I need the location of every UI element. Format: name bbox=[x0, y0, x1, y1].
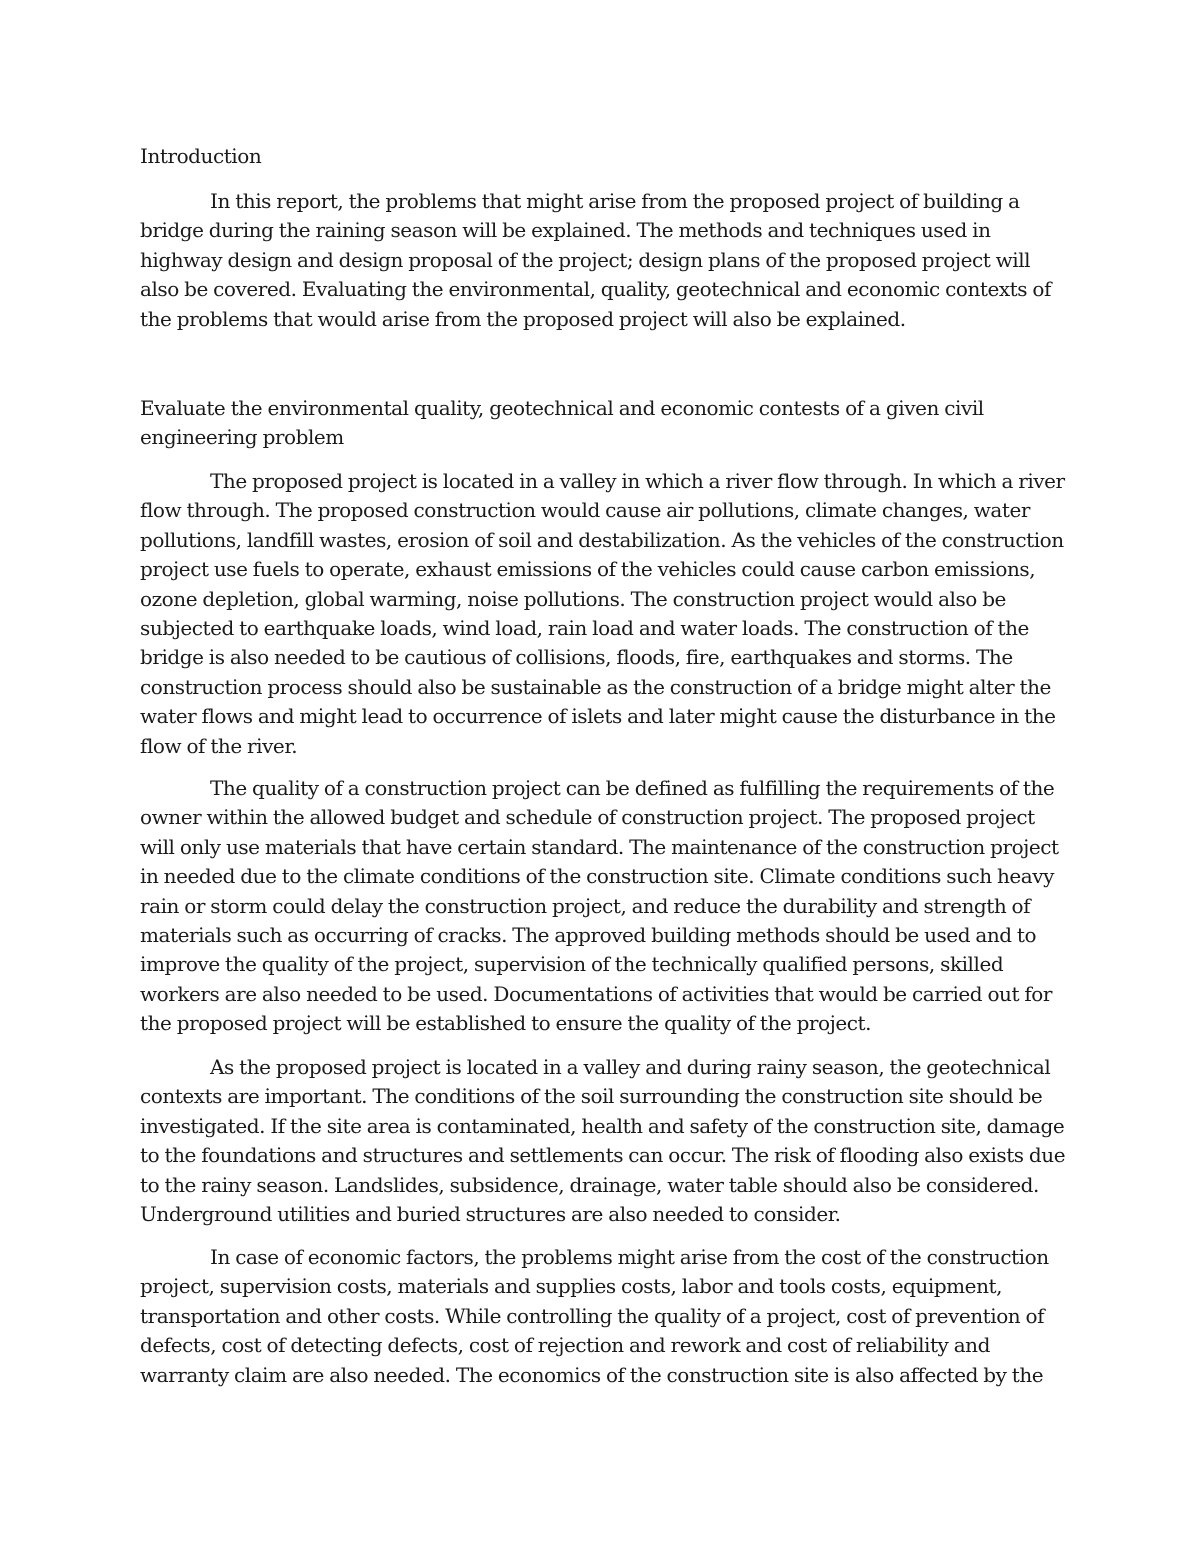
quality-paragraph: The quality of a construction project can be defined as fulfilling the requirements of the owner within the allowed budget and schedule of construction project. The proposed project will only use materials that have certain standard. The maintenance of the construction project in needed due to the climate conditions of the construction site. Climate conditions such heavy rain or storm could delay the construction project, and reduce the durability and strength of materials such as occurring of cracks. The approved building methods should be used and to improve the quality of the project, supervision of the technically qualified persons, skilled workers are also needed to be used. Documentations of activities that would be carried out for the proposed project will be established to ensure the quality of the project. bbox=[140, 776, 1059, 1036]
evaluation-heading: Evaluate the environmental quality, geotechnical and economic contests of a given civil engineering problem bbox=[140, 396, 984, 450]
economic-paragraph: In case of economic factors, the problems might arise from the cost of the construction project, supervision costs, materials and supplies costs, labor and tools costs, equipment, transportation and other costs. While controlling the quality of a project, cost of prevention of defects, cost of detecting defects, cost of rejection and rework and cost of reliability and warranty claim are also needed. The economics of the construction site is also affected by the bbox=[140, 1245, 1049, 1387]
environmental-paragraph: The proposed project is located in a valley in which a river flow through. In which a river flow through. The proposed construction would cause air pollutions, climate changes, water pollutions, landfill wastes, erosion of soil and destabilization. As the vehicles of the construction project use fuels to operate, exhaust emissions of the vehicles could cause carbon emissions, ozone depletion, global warming, noise pollutions. The construction project would also be subjected to earthquake loads, wind load, rain load and water loads. The construction of the bridge is also needed to be cautious of collisions, floods, fire, earthquakes and storms. The construction process should also be sustainable as the construction of a bridge might alter the water flows and might lead to occurrence of islets and later might cause the disturbance in the flow of the river. bbox=[140, 469, 1065, 758]
introduction-heading: Introduction bbox=[140, 144, 262, 168]
introduction-paragraph: In this report, the problems that might arise from the proposed project of building a bridge during the raining season will be explained. The methods and techniques used in highway design and design proposal of the project; design plans of the proposed project will also be covered. Evaluating the environmental, quality, geotechnical and economic contexts of the problems that would arise from the proposed project will also be explained. bbox=[140, 189, 1051, 331]
geotechnical-paragraph: As the proposed project is located in a valley and during rainy season, the geotechnical contexts are important. The conditions of the soil surrounding the construction site should be investigated. If the site area is contaminated, health and safety of the construction site, damage to the foundations and structures and settlements can occur. The risk of flooding also exists due to the rainy season. Landslides, subsidence, drainage, water table should also be considered. Underground utilities and buried structures are also needed to consider. bbox=[140, 1055, 1066, 1227]
